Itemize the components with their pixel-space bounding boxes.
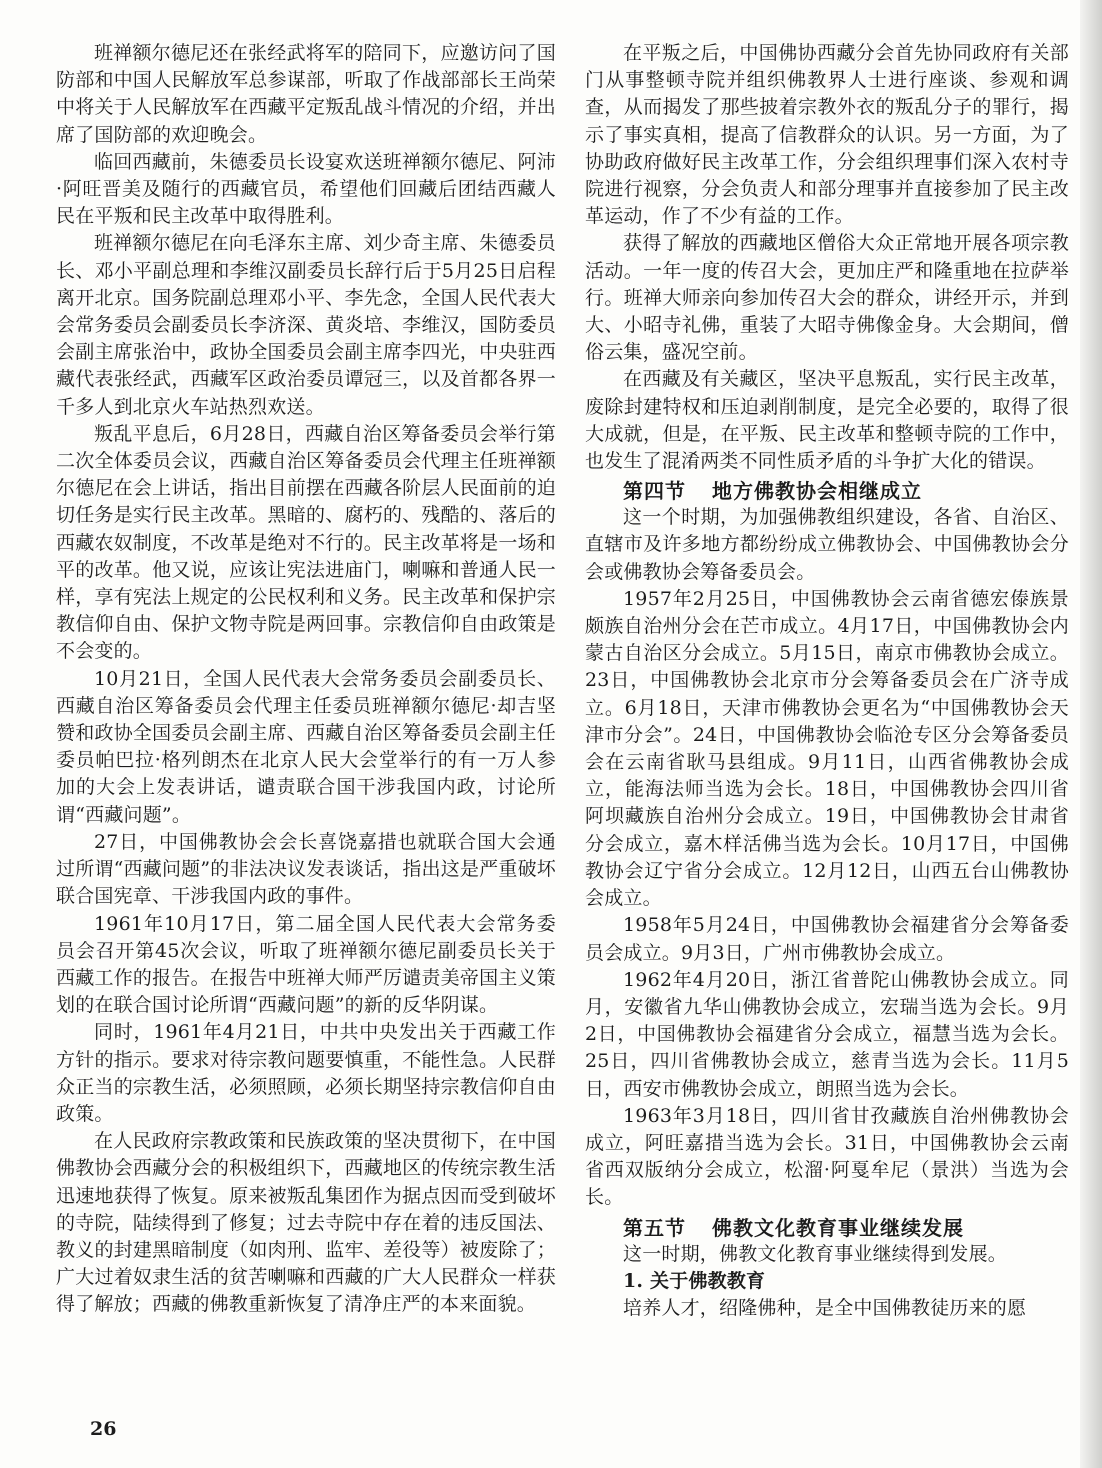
- paragraph: 班禅额尔德尼在向毛泽东主席、刘少奇主席、朱德委员长、邓小平副总理和李维汉副委员长辞行后于5月25日启程离开北京。国务院副总理邓小平、李先念，全国人民代表大会常务委员会副委员长李济深、黄炎培、李维汉，国防委员会副主席张治中，政协全国委员会副主席李四光，中央驻西藏代表张经武，西藏军区政治委员谭冠三，以及首都各界一千多人到北京火车站热烈欢送。: [56, 232, 556, 418]
- paragraph: 在人民政府宗教政策和民族政策的坚决贯彻下，在中国佛教协会西藏分会的积极组织下，西藏地区的传统宗教生活迅速地获得了恢复。原来被叛乱集团作为据点因而受到破坏的寺院，陆续得到了修复；过去寺院中存在着的违反国法、教义的封建黑暗制度（如肉刑、监牢、差役等）被废除了；广大过着奴隶生活的贫苦喇嘛和西藏的广大人民群众一样获得了解放；西藏的佛教重新恢复了清净庄严的本来面貌。: [56, 1130, 556, 1316]
- section-heading-5: [585, 1212, 1069, 1241]
- page-number: 26: [90, 1418, 117, 1440]
- paragraph: 同时，1961年4月21日，中共中央发出关于西藏工作方针的指示。要求对待宗教问题要慎重，不能性急。人民群众正当的宗教生活，必须照顾，必须长期坚持宗教信仰自由政策。: [56, 1021, 556, 1125]
- paragraph: 叛乱平息后，6月28日，西藏自治区筹备委员会举行第二次全体委员会议，西藏自治区筹备委员会代理主任班禅额尔德尼在会上讲话，指出目前摆在西藏各阶层人民面前的迫切任务是实行民主改革。黑暗的、腐朽的、残酷的、落后的西藏农奴制度，不改革是绝对不行的。民主改革将是一场和平的改革。他又说，应该让宪法进庙门，喇嘛和普通人民一样，享有宪法上规定的公民权利和义务。民主改革和保护宗教信仰自由、保护文物寺院是两回事。宗教信仰自由政策是不会变的。: [56, 422, 556, 663]
- right-column: [585, 40, 1069, 1322]
- paragraph: 班禅额尔德尼还在张经武将军的陪同下，应邀访问了国防部和中国人民解放军总参谋部，听取了作战部部长王尚荣中将关于人民解放军在西藏平定叛乱战斗情况的介绍，并出席了国防部的欢迎晚会。: [56, 42, 556, 146]
- paragraph: 27日，中国佛教协会会长喜饶嘉措也就联合国大会通过所谓“西藏问题”的非法决议发表谈话，指出这是严重破坏联合国宪章、干涉我国内政的事件。: [56, 830, 556, 908]
- paragraph: 1958年5月24日，中国佛教协会福建省分会筹备委员会成立。9月3日，广州市佛教协会成立。: [585, 914, 1069, 964]
- paragraph: 临回西藏前，朱德委员长设宴欢送班禅额尔德尼、阿沛·阿旺晋美及随行的西藏官员，希望他们回藏后团结西藏人民在平叛和民主改革中取得胜利。: [56, 150, 556, 228]
- section-title: 地方佛教协会相继成立: [712, 479, 922, 504]
- section-number: 第五节: [623, 1215, 686, 1240]
- page-edge-shadow: [1080, 0, 1102, 1468]
- section-title: 佛教文化教育事业继续发展: [712, 1215, 964, 1240]
- paragraph: 这一时期，佛教文化教育事业继续得到发展。: [623, 1242, 1008, 1265]
- paragraph: 1961年10月17日，第二届全国人民代表大会常务委员会召开第45次会议，听取了班禅额尔德尼副委员长关于西藏工作的报告。在报告中班禅大师严厉谴责美帝国主义策划的在联合国讨论所谓“西藏问题”的新的反华阴谋。: [56, 912, 556, 1017]
- section-number: 第四节: [623, 479, 686, 504]
- paragraph: 在平叛之后，中国佛协西藏分会首先协同政府有关部门从事整顿寺院并组织佛教界人士进行座谈、参观和调查，从而揭发了那些披着宗教外衣的叛乱分子的罪行，揭示了事实真相，提高了信教群众的认识。另一方面，为了协助政府做好民主改革工作，分会组织理事们深入农村寺院进行视察，分会负责人和部分理事并直接参加了民主改革运动，作了不少有益的工作。: [585, 42, 1069, 228]
- paragraph: 1963年3月18日，四川省甘孜藏族自治州佛教协会成立，阿旺嘉措当选为会长。31日，中国佛教协会云南省西双版纳分会成立，松溜·阿戛牟尼（景洪）当选为会长。: [585, 1104, 1069, 1209]
- paragraph: 在西藏及有关藏区，坚决平息叛乱，实行民主改革，废除封建特权和压迫剥削制度，是完全必要的，取得了很大成就，但是，在平叛、民主改革和整顿寺院的工作中，也发生了混淆两类不同性质矛盾的斗争扩大化的错误。: [585, 368, 1069, 473]
- paragraph: 1957年2月25日，中国佛教协会云南省德宏傣族景颇族自治州分会在芒市成立。4月17日，中国佛教协会内蒙古自治区分会成立。5月15日，南京市佛教协会成立。23日，中国佛教协会北京市分会筹备委员会在广济寺成立。6月18日，天津市佛教协会更名为“中国佛教协会天津市分会”。24日，中国佛教协会临沧专区分会筹备委员会在云南省耿马县组成。9月11日，山西省佛教协会成立，能海法师当选为会长。18日，中国佛教协会四川省阿坝藏族自治州分会成立。19日，中国佛教协会甘肃省分会成立，嘉木样活佛当选为会长。10月17日，中国佛教协会辽宁省分会成立。12月12日，山西五台山佛教协会成立。: [585, 587, 1069, 910]
- left-column: [56, 40, 556, 1319]
- paragraph: 10月21日，全国人民代表大会常务委员会副委员长、西藏自治区筹备委员会代理主任委员班禅额尔德尼·却吉坚赞和政协全国委员会副主席、西藏自治区筹备委员会副主任委员帕巴拉·格列朗杰在北京人民大会堂举行的有一万人参加的大会上发表讲话，谴责联合国干涉我国内政，讨论所谓“西藏问题”。: [56, 667, 556, 826]
- paragraph: 1962年4月20日，浙江省普陀山佛教协会成立。同月，安徽省九华山佛教协会成立，宏瑞当选为会长。9月2日，中国佛教协会福建省分会成立，福慧当选为会长。25日，四川省佛教协会成立，慈青当选为会长。11月5日，西安市佛教协会成立，朗照当选为会长。: [585, 968, 1069, 1100]
- paragraph: 这一个时期，为加强佛教组织建设，各省、自治区、直辖市及许多地方都纷纷成立佛教协会、中国佛教协会分会或佛教协会筹备委员会。: [585, 506, 1069, 583]
- paragraph: 培养人才，绍隆佛种，是全中国佛教徒历来的愿: [623, 1296, 1027, 1319]
- paragraph: 获得了解放的西藏地区僧俗大众正常地开展各项宗教活动。一年一度的传召大会，更加庄严和隆重地在拉萨举行。班禅大师亲向参加传召大会的群众，讲经开示，并到大、小昭寺礼佛，重装了大昭寺佛像金身。大会期间，僧俗云集，盛况空前。: [585, 232, 1069, 364]
- section-heading-4: [585, 475, 1069, 504]
- subheading: 1. 关于佛教教育: [623, 1269, 766, 1292]
